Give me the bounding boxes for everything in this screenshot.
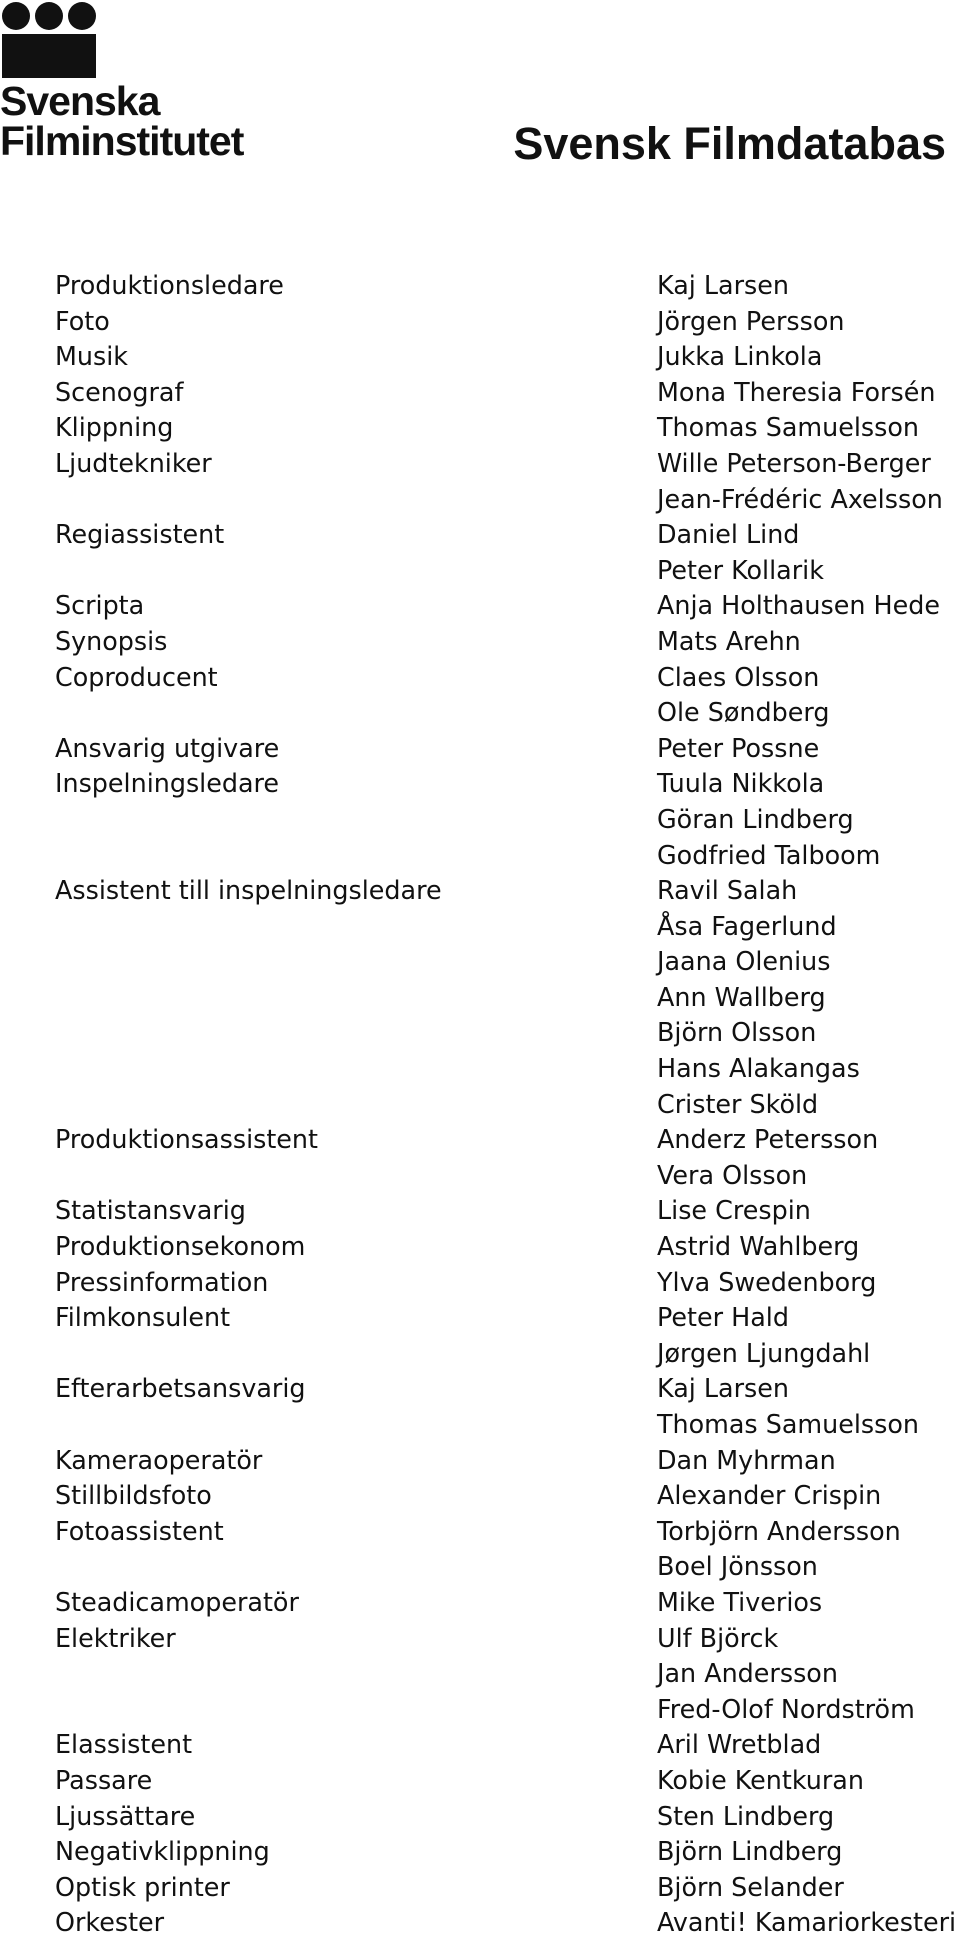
credit-row [0,909,960,945]
credit-name: Mats Arehn [657,625,801,656]
credit-name: Jörgen Persson [657,305,845,336]
credit-name: Godfried Talboom [657,839,881,870]
credit-row [0,410,960,446]
credit-name: Hans Alakangas [657,1053,860,1084]
credit-row [0,1051,960,1087]
credit-name: Crister Sköld [657,1088,819,1119]
credit-row [0,838,960,874]
credit-row [0,873,960,909]
credit-name: Fred-Olof Nordström [657,1693,915,1724]
credit-role: Scenograf [55,376,184,407]
credit-role: Fotoassistent [55,1515,224,1546]
credit-row [0,1905,960,1941]
credits-list [0,268,960,1941]
credit-name: Peter Kollarik [657,554,824,585]
credit-role: Elassistent [55,1729,193,1760]
credit-row [0,588,960,624]
credit-name: Jaana Olenius [657,946,831,977]
credit-row [0,1621,960,1657]
credit-role: Ljussättare [55,1800,196,1831]
credit-role: Kameraoperatör [55,1444,263,1475]
credit-name: Sten Lindberg [657,1800,835,1831]
credit-row [0,695,960,731]
credit-name: Ann Wallberg [657,981,826,1012]
credit-role: Synopsis [55,625,168,656]
credit-row [0,660,960,696]
credit-role: Stillbildsfoto [55,1480,212,1511]
credit-name: Jørgen Ljungdahl [657,1337,871,1368]
credit-row [0,731,960,767]
logo-dot [2,2,30,30]
credit-role: Coproducent [55,661,218,692]
credit-role: Regiassistent [55,519,225,550]
credit-role: Assistent till inspelningsledare [55,875,442,906]
credit-role: Foto [55,305,110,336]
credit-row [0,980,960,1016]
credit-role: Orkester [55,1907,165,1938]
credit-role: Klippning [55,412,174,443]
credit-name: Boel Jönsson [657,1551,818,1582]
credit-role: Produktionsledare [55,270,284,300]
credit-name: Thomas Samuelsson [657,1409,919,1439]
logo-wordmark [0,78,244,164]
credit-row [0,1549,960,1585]
credit-name: Tuula Nikkola [657,768,825,799]
credit-name: Peter Hald [657,1302,789,1333]
credit-role: Produktionsassistent [55,1124,318,1155]
credit-name: Dan Myhrman [657,1444,836,1475]
logo-line-1: Svenska [0,78,160,124]
credit-row [0,1514,960,1550]
credit-name: Mona Theresia Forsén [657,376,936,407]
credit-row [0,1799,960,1835]
credit-name: Kaj Larsen [657,1373,789,1404]
svenska-filminstitutet-logo [0,0,270,170]
credit-name: Jan Andersson [657,1658,838,1689]
credit-role: Steadicamoperatör [55,1586,299,1617]
credit-row [0,375,960,411]
credit-name: Avanti! Kamariorkesteri [657,1907,957,1938]
credit-row [0,1407,960,1443]
credit-row [0,1478,960,1514]
credit-name: Aril Wretblad [657,1729,822,1760]
credit-name: Thomas Samuelsson [657,412,919,443]
credit-row [0,1870,960,1906]
credit-role: Musik [55,341,128,372]
credit-row [0,1122,960,1158]
credit-role: Passare [55,1764,153,1795]
credit-role: Filmkonsulent [55,1302,231,1333]
credit-role: Elektriker [55,1622,176,1653]
credit-name: Ole Søndberg [657,697,830,728]
credit-row [0,1763,960,1799]
credit-name: Göran Lindberg [657,803,854,834]
credit-row [0,517,960,553]
credit-name: Claes Olsson [657,661,820,692]
credit-role: Scripta [55,590,145,621]
credit-name: Kaj Larsen [657,270,789,300]
credit-row [0,1015,960,1051]
credit-role: Ljudtekniker [55,447,212,478]
credit-row [0,1087,960,1123]
credit-row [0,1727,960,1763]
credit-name: Lise Crespin [657,1195,811,1226]
logo-dot [68,2,96,30]
credit-name: Björn Selander [657,1871,844,1902]
credit-role: Inspelningsledare [55,768,280,799]
credit-row [0,1336,960,1372]
page-title: Svensk Filmdatabas [513,118,946,169]
credit-role: Ansvarig utgivare [55,732,280,763]
credit-row [0,1158,960,1194]
credit-row [0,1656,960,1692]
credit-name: Åsa Fagerlund [657,910,837,941]
credit-row [0,446,960,482]
credit-name: Anderz Petersson [657,1124,879,1155]
credit-row [0,1265,960,1301]
credit-name: Kobie Kentkuran [657,1764,864,1795]
credit-row [0,624,960,660]
credit-role: Optisk printer [55,1871,230,1902]
credit-name: Jukka Linkola [657,341,823,372]
credit-row [0,766,960,802]
credit-role: Produktionsekonom [55,1231,306,1262]
credit-row [0,1692,960,1728]
credit-row [0,1193,960,1229]
credit-name: Anja Holthausen Hede [657,590,940,621]
credit-role: Pressinformation [55,1266,269,1297]
credit-name: Astrid Wahlberg [657,1231,860,1262]
credit-row [0,553,960,589]
credit-row [0,802,960,838]
credit-name: Daniel Lind [657,519,800,550]
credit-role: Negativklippning [55,1836,270,1867]
credit-row [0,1300,960,1336]
credit-row [0,1371,960,1407]
credit-name: Peter Possne [657,732,820,763]
credit-row [0,1229,960,1265]
credit-name: Ravil Salah [657,875,798,906]
logo-line-2: Filminstitutet [0,118,244,164]
credit-row [0,1443,960,1479]
credit-name: Jean-Frédéric Axelsson [657,483,943,514]
logo-square [2,34,96,78]
credit-row [0,268,960,304]
credit-role: Efterarbetsansvarig [55,1373,306,1404]
credit-row [0,339,960,375]
credit-name: Torbjörn Andersson [657,1515,901,1546]
credit-row [0,1585,960,1621]
credit-name: Ulf Björck [657,1622,779,1653]
credit-row [0,482,960,518]
credit-name: Wille Peterson-Berger [657,447,931,478]
credit-row [0,944,960,980]
credit-row [0,1834,960,1870]
logo-dot [35,2,63,30]
credit-name: Vera Olsson [657,1159,808,1190]
credit-name: Björn Olsson [657,1017,817,1048]
credit-name: Mike Tiverios [657,1586,823,1617]
credit-row [0,304,960,340]
credit-name: Alexander Crispin [657,1480,882,1511]
credit-name: Ylva Swedenborg [657,1266,877,1297]
credit-role: Statistansvarig [55,1195,246,1226]
credit-name: Björn Lindberg [657,1836,843,1867]
